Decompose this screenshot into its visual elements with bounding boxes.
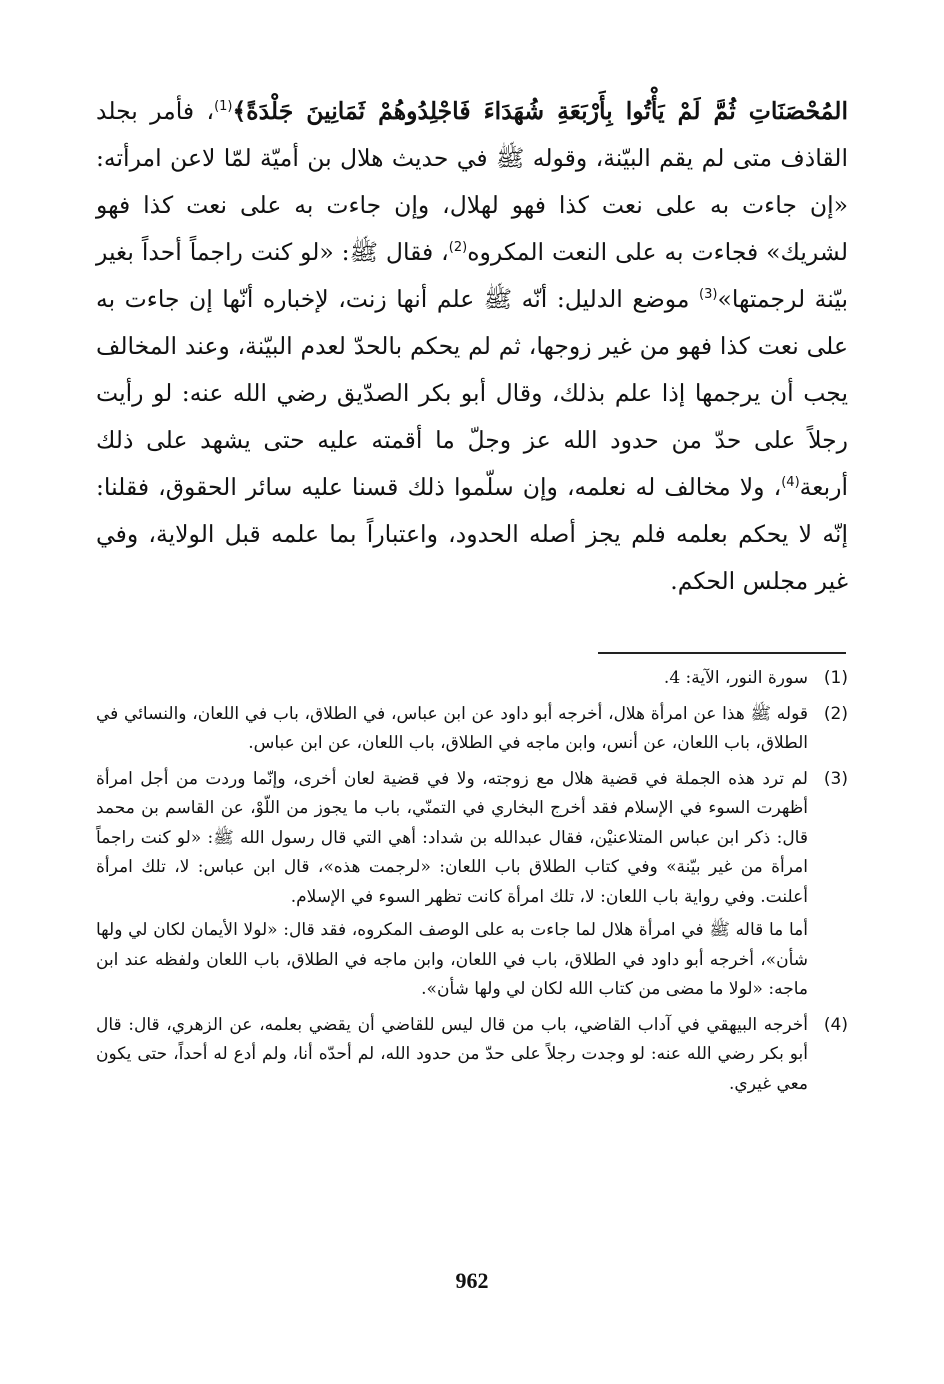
footnote-text (96, 664, 808, 694)
footnote-text (96, 700, 808, 759)
quran-verse-fragment: المُحْصَنَاتِ ثُمَّ لَمْ يَأْتُوا بِأَرْبَعَةِ شُهَدَاءَ فَاجْلِدُوهُمْ ثَمَانِينَ جَلْدَةً﴾ (232, 97, 848, 125)
footnotes-section (96, 664, 848, 1105)
footnote-number: (1) (823, 668, 848, 688)
page-number: 962 (455, 1268, 489, 1293)
footnote-number: (2) (823, 703, 848, 724)
main-text-segment-1: ، فأمر بجلد القاذف متى لم يقم البيّنة، وقوله ﷺ في حديث هلال بن أميّة لمّا لاعن امرأته: «إن جاءت به على نعت كذا فهو لهلال، وإن جاءت به على نعت كذا فهو لشريك» فجاءت به على النعت المكروه (96, 97, 848, 266)
footnote-continuation: أما ما قاله ﷺ في امرأة هلال لما جاءت به على الوصف المكروه، فقد قال: «لولا الأيمان لكان لي ولها شأن»، أخرجه أبو داود في الطلاق، باب في اللعان، وابن ماجه في الطلاق، باب اللعان ولفظه عند ابن ماجه: «لولا ما مضى من كتاب الله لكان لي ولها شأن». (96, 920, 808, 999)
footnote-item (96, 1011, 848, 1100)
footnote-ref-1[interactable]: (1) (214, 99, 233, 115)
main-paragraph (96, 88, 848, 605)
main-text-segment-4: ، ولا مخالف له نعلمه، وإن سلّموا ذلك قسنا عليه سائر الحقوق، فقلنا: إنّه لا يحكم بعلمه فلم يجز أصله الحدود، واعتباراً بما علمه قبل الولاية، وفي غير مجلس الحكم. (96, 473, 848, 595)
footnote-text (96, 1011, 808, 1100)
footnote-ref-2[interactable]: (2) (448, 240, 468, 256)
footnote-divider-line (598, 652, 846, 654)
main-text-segment-3: موضع الدليل: أنّه ﷺ علم أنها زنت، لإخباره أنّها إن جاءت به على نعت كذا فهو من غير زوجها، ثم لم يحكم بالحدّ لعدم البيّنة، وعند المخالف يجب أن يرجمها إذا علم بذلك، وقال أبو بكر الصدّيق رضي الله عنه: لو رأيت رجلاً على حدّ من حدود الله عز وجلّ ما أقمته عليه حتى يشهد على ذلك أربعة (96, 285, 848, 501)
footnote-paragraph: لم ترد هذه الجملة في قضية هلال مع زوجته، ولا في قضية لعان أخرى، وإنّما وردت من أجل امرأة أظهرت السوء في الإسلام فقد أخرج البخاري في التمنّي، باب ما يجوز من اللّوْ، عن القاسم بن محمد قال: ذكر ابن عباس المتلاعنيْن، فقال عبدالله بن شداد: أهي التي قال رسول الله ﷺ: «لو كنت راجماً امرأة من غير بيّنة» وفي كتاب الطلاق باب اللعان: «لرجمت هذه»، قال ابن عباس: لا، تلك امرأة أعلنت. وفي رواية باب اللعان: لا، تلك امرأة كانت تظهر السوء في الإسلام. (96, 768, 808, 907)
footnote-item (96, 700, 848, 759)
footnote-item (96, 664, 848, 694)
main-text-block (96, 88, 848, 605)
footnote-number: (4) (823, 1014, 848, 1035)
footnote-ref-4[interactable]: (4) (781, 475, 800, 491)
footnote-paragraph: قوله ﷺ هذا عن امرأة هلال، أخرجه أبو داود عن ابن عباس، في الطلاق، باب في اللعان، والنسائي في الطلاق، باب اللعان، عن أنس، وابن ماجه في الطلاق، باب اللعان، عن ابن عباس. (96, 703, 808, 753)
footnote-text (96, 765, 808, 1005)
footnote-paragraph: أخرجه البيهقي في آداب القاضي، باب من قال ليس للقاضي أن يقضي بعلمه، عن الزهري، قال: قال أبو بكر رضي الله عنه: لو وجدت رجلاً على حدّ من حدود الله، لم أحدّه أنا، ولم أدع له أحداً، حتى يكون معي غيري. (96, 1014, 808, 1094)
footnote-number: (3) (823, 768, 848, 789)
footnote-item (96, 765, 848, 1005)
footnote-paragraph: سورة النور، الآية: 4. (663, 668, 808, 688)
main-text-segment-2: ، فقال ﷺ: «لو كنت راجماً أحداً بغير بيّنة لرجمتها» (96, 238, 848, 313)
footnote-ref-3[interactable]: (3) (699, 287, 718, 303)
